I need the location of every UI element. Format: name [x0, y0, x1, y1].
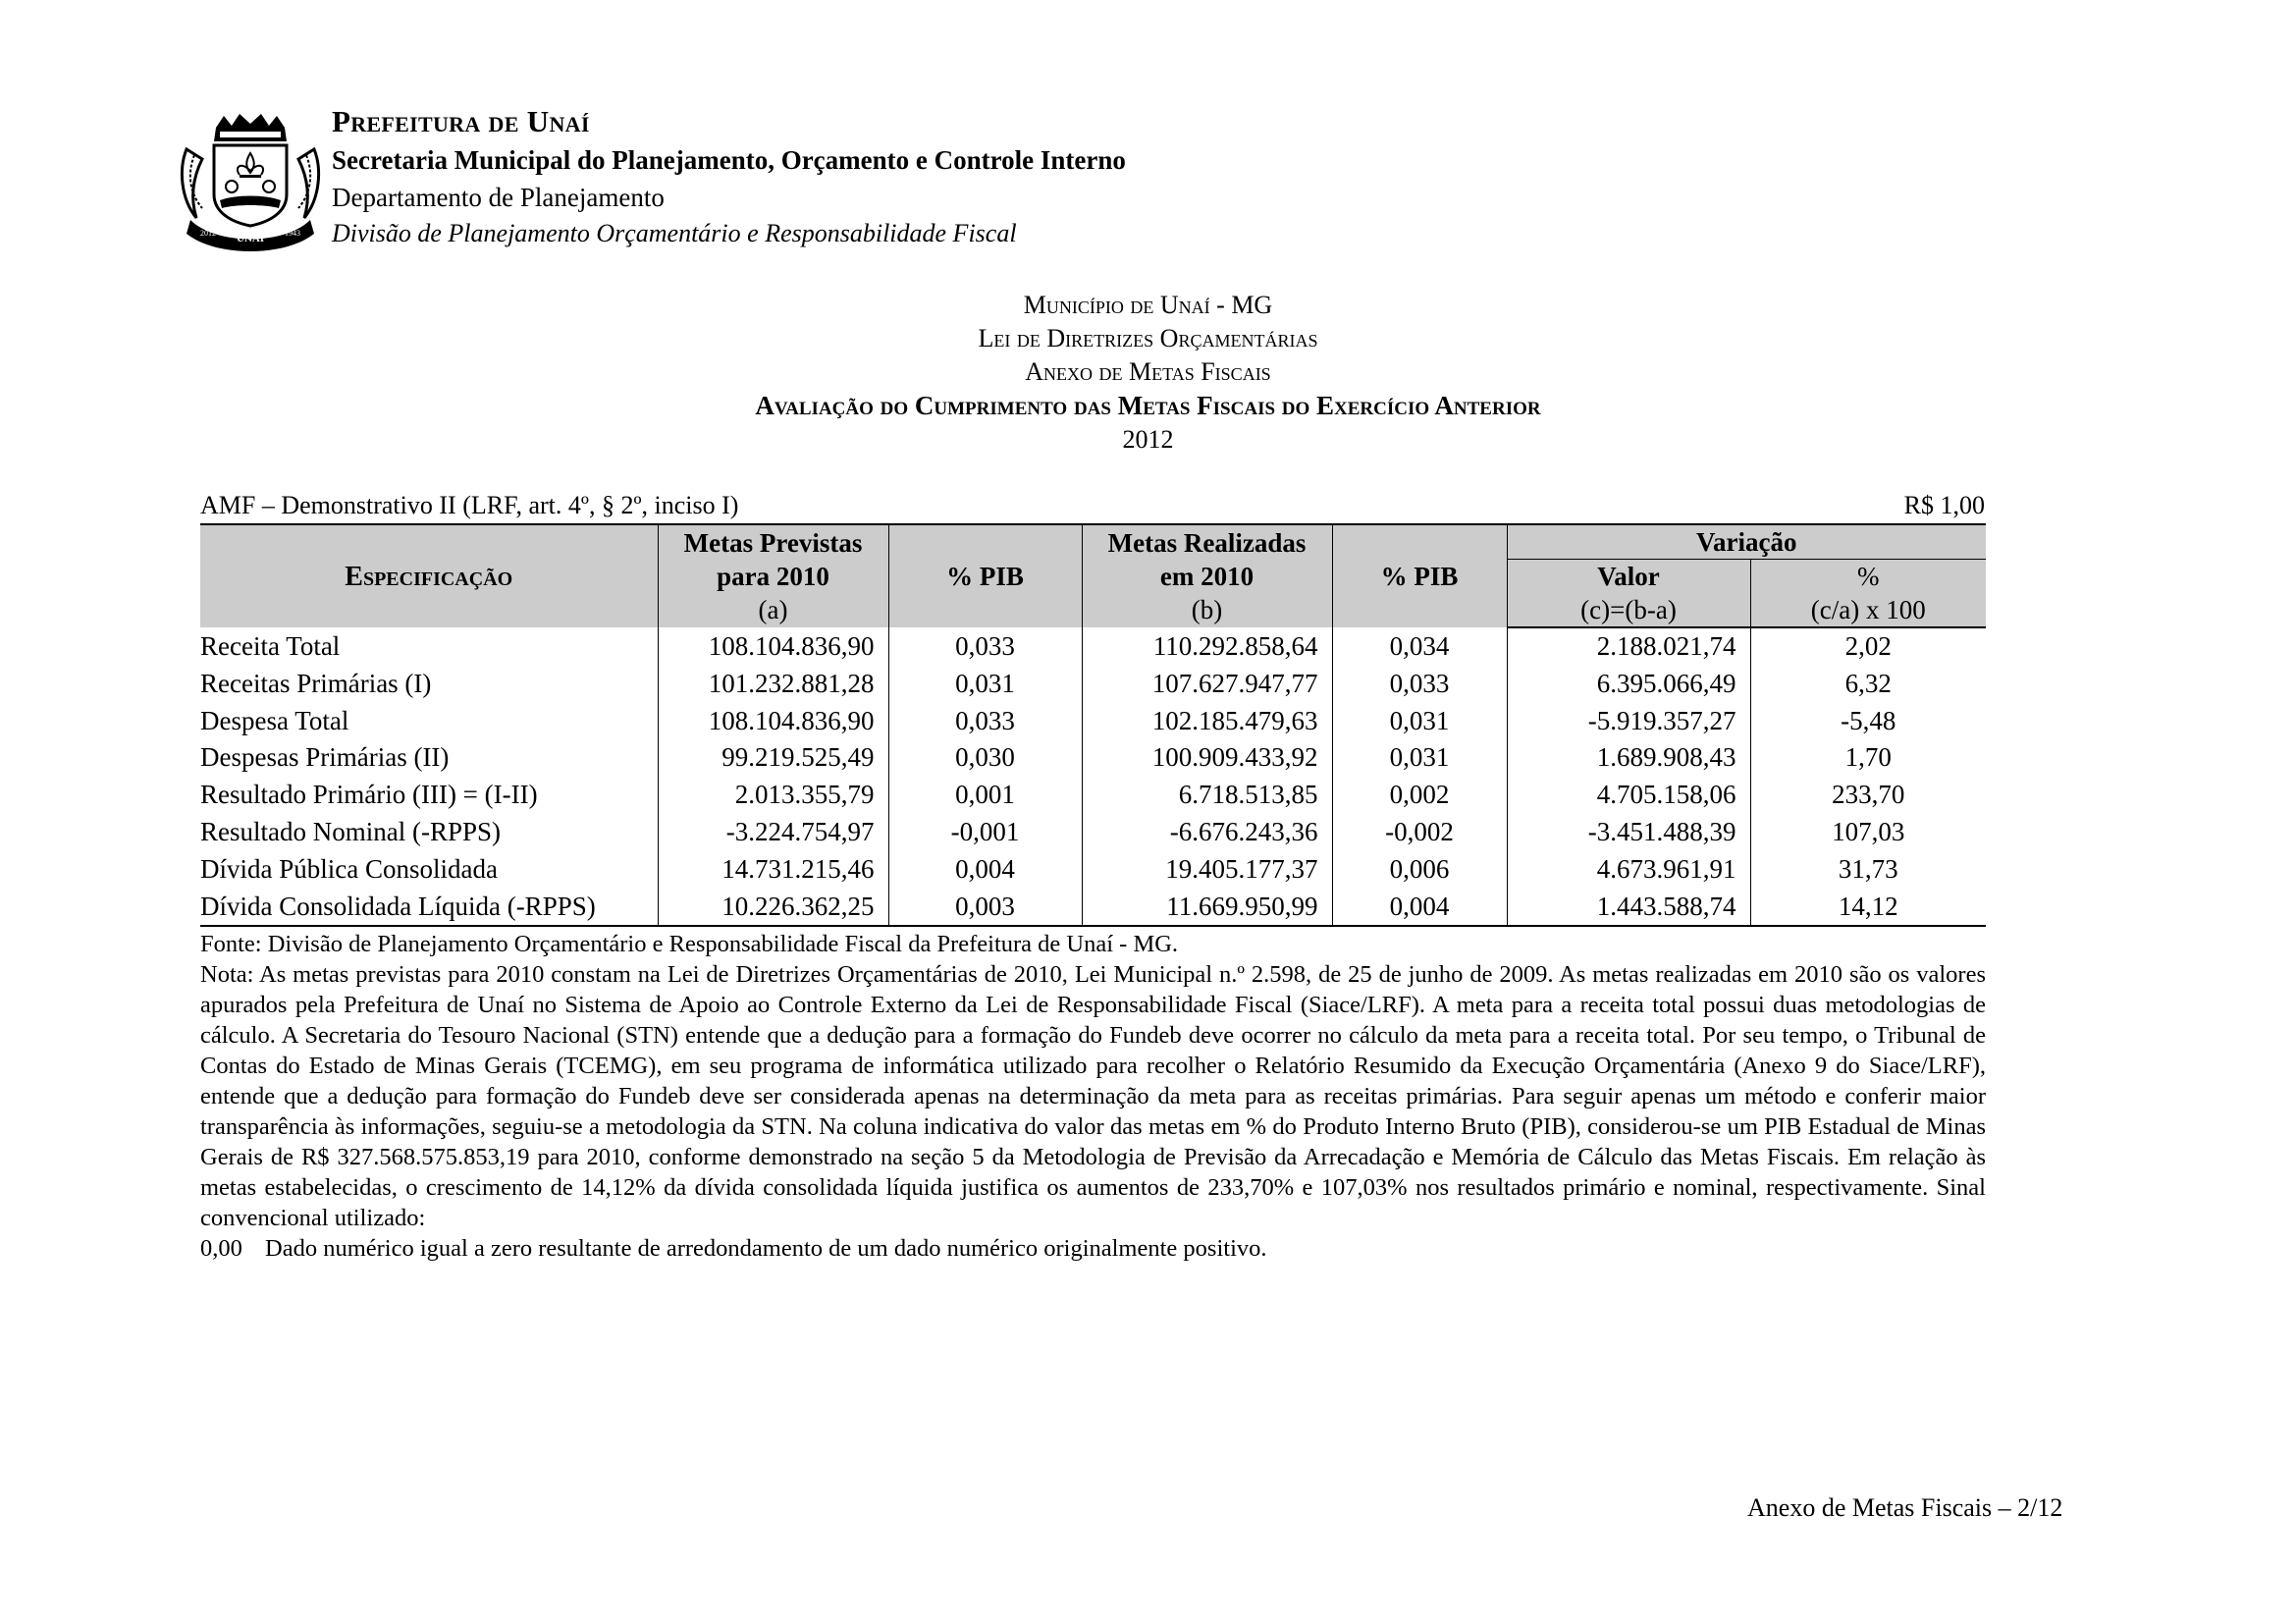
- title-law: Lei de Diretrizes Orçamentárias: [978, 324, 1318, 352]
- header-variacao-valor: Valor (c)=(b-a): [1507, 560, 1750, 628]
- cell-prev: -3.224.754,97: [658, 814, 888, 851]
- cell-spec: Dívida Pública Consolidada: [200, 851, 658, 889]
- cell-pib-b: 0,004: [1332, 889, 1507, 927]
- title-year: 2012: [1122, 425, 1174, 454]
- cell-pib-b: -0,002: [1332, 814, 1507, 851]
- cell-prev: 2.013.355,79: [658, 777, 888, 814]
- header-especificacao: Especificação: [200, 524, 658, 627]
- cell-pct: 31,73: [1750, 851, 1986, 889]
- coat-of-arms-logo-icon: [177, 110, 324, 255]
- cell-pib-a: 0,030: [888, 739, 1082, 777]
- cell-pib-a: 0,003: [888, 889, 1082, 927]
- table-row: [200, 851, 1986, 889]
- cell-prev: 108.104.836,90: [658, 627, 888, 666]
- cell-real: 102.185.479,63: [1082, 703, 1332, 740]
- demonstrativo-label: AMF – Demonstrativo II (LRF, art. 4º, § 2º, inciso I): [200, 491, 739, 519]
- header-pib-b: % PIB: [1332, 524, 1507, 627]
- cell-pib-a: 0,033: [888, 627, 1082, 666]
- cell-pib-a: 0,001: [888, 777, 1082, 814]
- cell-pct: 6,32: [1750, 666, 1986, 703]
- cell-pib-a: 0,031: [888, 666, 1082, 703]
- letterhead-title: Prefeitura de Unaí: [332, 104, 590, 138]
- header-pib-a: % PIB: [888, 524, 1082, 627]
- explanatory-note: Nota: As metas previstas para 2010 constam na Lei de Diretrizes Orçamentárias de 2010, Lei Municipal n.º 2.598, de 25 de junho de 2009. As metas realizadas em 2010 são os valores apurados pela Prefeitura de Unaí no Sistema de Apoio ao Controle Externo da Lei de Responsabilidade Fiscal (Siace/LRF). A meta para a receita total possui duas metodologias de cálculo. A Secretaria do Tesouro Nacional (STN) entende que a dedução para a formação do Fundeb deve ocorrer no cálculo da meta para a receita total. Por seu tempo, o Tribunal de Contas do Estado de Minas Gerais (TCEMG), em seu programa de informática utilizado para recolher o Relatório Resumido da Execução Orçamentária (Anexo 9 do Siace/LRF), entende que a dedução para formação do Fundeb deve ser considerada apenas na determinação da meta para as receitas primárias. Para seguir apenas um método e conferir maior transparência às informações, seguiu-se a metodologia da STN. Na coluna indicativa do valor das metas em % do Produto Interno Bruto (PIB), considerou-se um PIB Estadual de Minas Gerais de R$ 327.568.575.853,19 para 2010, conforme demonstrado na seção 5 da Metodologia de Previsão da Arrecadação e Memória de Cálculo das Metas Fiscais. Em relação às metas estabelecidas, o crescimento de 14,12% da dívida consolidada líquida justifica os aumentos de 233,70% e 107,03% nos resultados primário e nominal, respectivamente. Sinal convencional utilizado:: [200, 961, 1986, 1231]
- cell-real: 6.718.513,85: [1082, 777, 1332, 814]
- cell-pct: 14,12: [1750, 889, 1986, 927]
- cell-pct: 2,02: [1750, 627, 1986, 666]
- cell-prev: 108.104.836,90: [658, 703, 888, 740]
- table-row: [200, 627, 1986, 666]
- svg-text:UNAÍ: UNAÍ: [236, 233, 265, 244]
- sign-symbol: 0,00: [200, 1235, 242, 1262]
- letterhead-secretariat: Secretaria Municipal do Planejamento, Orçamento e Controle Interno: [332, 145, 1126, 175]
- coat-of-arms-icon: [177, 110, 324, 255]
- cell-valor: 2.188.021,74: [1507, 627, 1750, 666]
- cell-real: 107.627.947,77: [1082, 666, 1332, 703]
- cell-pib-a: 0,033: [888, 703, 1082, 740]
- page-footer: Anexo de Metas Fiscais – 2/12: [1747, 1493, 2063, 1522]
- cell-pib-b: 0,031: [1332, 739, 1507, 777]
- sign-meaning: Dado numérico igual a zero resultante de arredondamento de um dado numérico originalmente positivo.: [265, 1235, 1267, 1262]
- title-annex: Anexo de Metas Fiscais: [1025, 357, 1271, 386]
- source-note: Fonte: Divisão de Planejamento Orçamentário e Responsabilidade Fiscal da Prefeitura de Unaí - MG.: [200, 931, 1179, 957]
- conventional-sign: [200, 1233, 1986, 1264]
- cell-prev: 99.219.525,49: [658, 739, 888, 777]
- cell-prev: 101.232.881,28: [658, 666, 888, 703]
- metas-fiscais-table: [200, 523, 1986, 927]
- header-metas-realizadas: Metas Realizadas em 2010 (b): [1082, 524, 1332, 627]
- cell-pib-a: 0,004: [888, 851, 1082, 889]
- table-row: [200, 666, 1986, 703]
- cell-pib-b: 0,034: [1332, 627, 1507, 666]
- cell-valor: 4.673.961,91: [1507, 851, 1750, 889]
- cell-valor: 4.705.158,06: [1507, 777, 1750, 814]
- cell-prev: 10.226.362,25: [658, 889, 888, 927]
- header-variacao-pct: % (c/a) x 100: [1750, 560, 1986, 628]
- table-row: [200, 889, 1986, 927]
- cell-pct: 107,03: [1750, 814, 1986, 851]
- cell-spec: Receita Total: [200, 627, 658, 666]
- svg-text:1943: 1943: [285, 229, 300, 238]
- cell-prev: 14.731.215,46: [658, 851, 888, 889]
- cell-spec: Resultado Primário (III) = (I-II): [200, 777, 658, 814]
- cell-valor: -5.919.357,27: [1507, 703, 1750, 740]
- letterhead-department: Departamento de Planejamento: [332, 183, 665, 212]
- header-variacao: Variação: [1507, 524, 1986, 560]
- table-row: [200, 777, 1986, 814]
- title-municipality: Município de Unaí - MG: [1023, 291, 1273, 319]
- cell-spec: Resultado Nominal (-RPPS): [200, 814, 658, 851]
- table-row: [200, 739, 1986, 777]
- cell-real: 19.405.177,37: [1082, 851, 1332, 889]
- svg-text:2012: 2012: [200, 229, 216, 238]
- header-metas-previstas: Metas Previstas para 2010 (a): [658, 524, 888, 627]
- cell-spec: Dívida Consolidada Líquida (-RPPS): [200, 889, 658, 927]
- cell-spec: Despesa Total: [200, 703, 658, 740]
- cell-valor: 1.443.588,74: [1507, 889, 1750, 927]
- letterhead-division: Divisão de Planejamento Orçamentário e Responsabilidade Fiscal: [332, 219, 1017, 247]
- notes-section: [200, 929, 1986, 1264]
- cell-real: -6.676.243,36: [1082, 814, 1332, 851]
- cell-real: 100.909.433,92: [1082, 739, 1332, 777]
- table-row: [200, 703, 1986, 740]
- cell-valor: 1.689.908,43: [1507, 739, 1750, 777]
- cell-pib-b: 0,002: [1332, 777, 1507, 814]
- cell-pct: 1,70: [1750, 739, 1986, 777]
- cell-pib-a: -0,001: [888, 814, 1082, 851]
- cell-pct: 233,70: [1750, 777, 1986, 814]
- cell-valor: 6.395.066,49: [1507, 666, 1750, 703]
- cell-real: 110.292.858,64: [1082, 627, 1332, 666]
- cell-spec: Receitas Primárias (I): [200, 666, 658, 703]
- cell-pib-b: 0,006: [1332, 851, 1507, 889]
- cell-real: 11.669.950,99: [1082, 889, 1332, 927]
- cell-pib-b: 0,033: [1332, 666, 1507, 703]
- cell-valor: -3.451.488,39: [1507, 814, 1750, 851]
- cell-spec: Despesas Primárias (II): [200, 739, 658, 777]
- cell-pct: -5,48: [1750, 703, 1986, 740]
- currency-unit: R$ 1,00: [1903, 491, 1985, 519]
- cell-pib-b: 0,031: [1332, 703, 1507, 740]
- table-row: [200, 814, 1986, 851]
- title-report: Avaliação do Cumprimento das Metas Fiscais do Exercício Anterior: [755, 391, 1541, 420]
